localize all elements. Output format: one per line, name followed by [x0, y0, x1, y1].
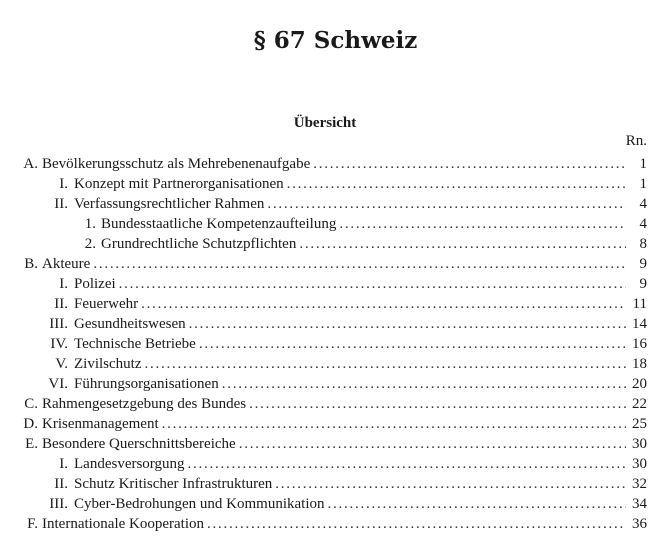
toc-marker: I. — [59, 176, 68, 192]
toc-marker: 2. — [84, 236, 96, 252]
toc-text: Bevölkerungsschutz als Mehrebenenaufgabe — [42, 156, 311, 172]
toc-entry[interactable] — [0, 376, 671, 396]
toc-page: 4 — [639, 196, 647, 212]
toc-text: Internationale Kooperation — [42, 516, 205, 532]
toc-entry[interactable] — [0, 476, 671, 496]
toc-marker: I. — [59, 456, 68, 472]
toc-page: 25 — [632, 416, 647, 432]
toc-entry[interactable] — [0, 496, 671, 516]
toc-entry[interactable] — [0, 216, 671, 236]
toc-entry[interactable] — [0, 276, 671, 296]
dot-leader — [141, 296, 626, 313]
toc-page: 11 — [632, 296, 647, 312]
toc-entry[interactable] — [0, 356, 671, 376]
toc-text: Führungsorganisationen — [74, 376, 219, 392]
toc-page: 32 — [632, 476, 647, 492]
toc-text: Feuerwehr — [74, 296, 139, 312]
toc-page: 36 — [632, 516, 647, 532]
toc-marker: VI. — [48, 376, 68, 392]
dot-leader — [239, 436, 626, 453]
toc-text: Schutz Kritischer Infrastrukturen — [74, 476, 273, 492]
toc-marker: IV. — [50, 336, 68, 352]
toc-marker: D. — [23, 416, 38, 432]
dot-leader — [162, 416, 626, 433]
toc-entry[interactable] — [0, 176, 671, 196]
toc-text: Zivilschutz — [74, 356, 142, 372]
toc-text: Technische Betriebe — [74, 336, 196, 352]
rn-column-header: Rn. — [625, 133, 647, 149]
toc-entry[interactable] — [0, 436, 671, 456]
toc-entry[interactable] — [0, 336, 671, 356]
dot-leader — [222, 376, 626, 393]
dot-leader — [93, 256, 626, 273]
toc-entry[interactable] — [0, 416, 671, 436]
toc-entry[interactable] — [0, 456, 671, 476]
toc-marker: 1. — [84, 216, 96, 232]
toc-marker: III. — [49, 316, 68, 332]
toc-text: Rahmengesetzgebung des Bundes — [42, 396, 247, 412]
dot-leader — [313, 156, 626, 173]
toc-marker: I. — [59, 276, 68, 292]
toc-page: 34 — [632, 496, 647, 512]
toc-marker: C. — [24, 396, 38, 412]
toc-page: 14 — [632, 316, 647, 332]
toc-text: Landesversorgung — [74, 456, 185, 472]
toc-text: Akteure — [42, 256, 91, 272]
toc-page: 8 — [639, 236, 647, 252]
toc-page: 22 — [632, 396, 647, 412]
dot-leader — [339, 216, 626, 233]
dot-leader — [328, 496, 627, 513]
toc-marker: II. — [54, 196, 68, 212]
toc-text: Verfassungsrechtlicher Rahmen — [74, 196, 265, 212]
toc-marker: E. — [25, 436, 38, 452]
toc-entry[interactable] — [0, 156, 671, 176]
dot-leader — [207, 516, 626, 533]
toc-entry[interactable] — [0, 256, 671, 276]
dot-leader — [299, 236, 626, 253]
toc-page: 30 — [632, 436, 647, 452]
toc-entry[interactable] — [0, 516, 671, 536]
toc-text: Bundesstaatliche Kompetenzaufteilung — [101, 216, 337, 232]
toc-text: Polizei — [74, 276, 116, 292]
toc-entry[interactable] — [0, 316, 671, 336]
dot-leader — [287, 176, 626, 193]
toc-marker: A. — [23, 156, 38, 172]
toc-page: 9 — [639, 276, 647, 292]
toc-entry[interactable] — [0, 396, 671, 416]
dot-leader — [189, 316, 626, 333]
toc-text: Cyber-Bedrohungen und Kommunikation — [74, 496, 325, 512]
toc-text: Konzept mit Partnerorganisationen — [74, 176, 284, 192]
toc-entry[interactable] — [0, 196, 671, 216]
toc-marker: V. — [55, 356, 68, 372]
dot-leader — [249, 396, 626, 413]
toc-marker: II. — [54, 296, 68, 312]
toc-marker: F. — [27, 516, 38, 532]
toc-marker: II. — [54, 476, 68, 492]
toc-page: 1 — [639, 176, 647, 192]
toc-page: 9 — [639, 256, 647, 272]
toc-page: 4 — [639, 216, 647, 232]
toc-text: Gesundheitswesen — [74, 316, 186, 332]
toc-text: Grundrechtliche Schutzpflichten — [101, 236, 297, 252]
toc-marker: B. — [24, 256, 38, 272]
toc-page: 30 — [632, 456, 647, 472]
page-title: § 67 Schweiz — [253, 27, 418, 54]
dot-leader — [267, 196, 626, 213]
dot-leader — [188, 456, 626, 473]
toc-page: 20 — [632, 376, 647, 392]
dot-leader — [199, 336, 626, 353]
toc-text: Besondere Querschnittsbereiche — [42, 436, 236, 452]
dot-leader — [119, 276, 626, 293]
toc-page: 16 — [632, 336, 647, 352]
dot-leader — [275, 476, 626, 493]
overview-heading: Übersicht — [293, 115, 357, 131]
toc-marker: III. — [49, 496, 68, 512]
toc-text: Krisenmanagement — [42, 416, 159, 432]
toc-page: 1 — [639, 156, 647, 172]
toc-entry[interactable] — [0, 296, 671, 316]
dot-leader — [145, 356, 627, 373]
toc-entry[interactable] — [0, 236, 671, 256]
toc-page: 18 — [632, 356, 647, 372]
